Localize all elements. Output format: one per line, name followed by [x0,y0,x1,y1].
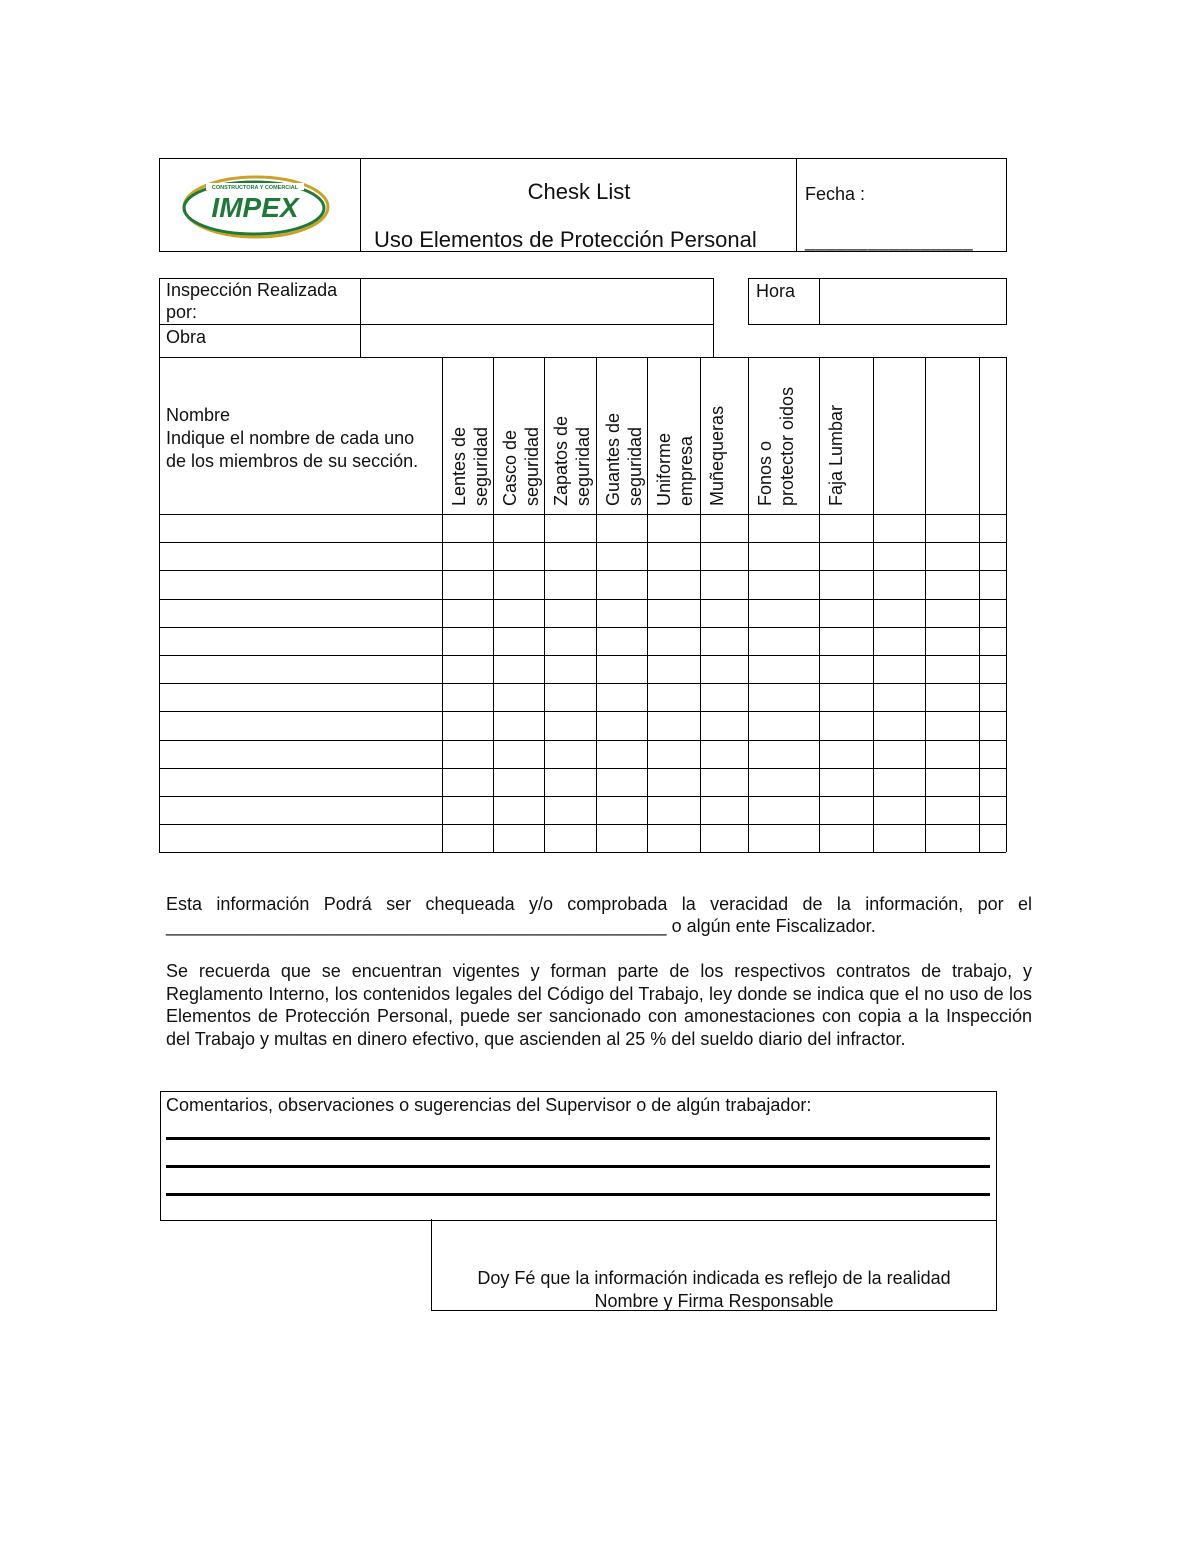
table-row-name-cell[interactable] [161,544,440,568]
table-check-cell[interactable] [546,713,594,737]
fiscalizer-blank[interactable]: __________________________________________________ [166,916,667,936]
table-row-border [159,570,1006,571]
table-check-cell[interactable] [821,685,871,709]
column-header-3: Zapatos de seguridad [551,415,593,506]
table-check-cell[interactable] [598,629,645,653]
hora-label: Hora [756,281,796,301]
legal-notice: Se recuerda que se encuentran vigentes y forman parte de los respectivos contratos de trabajo, y Reglamento Interno, los contenidos legales del Código del Trabajo, ley donde se indica que el no uso de los Elementos de Protección Personal, puede ser sancionado con amonestaciones con copia a la Inspección del Trabajo y multas en dinero efectivo, que ascienden al 25 % del sueldo diario del infractor. [166,961,1032,1049]
table-check-cell[interactable] [821,713,871,737]
table-check-cell[interactable] [750,713,817,737]
table-column-border [819,357,820,852]
table-check-cell[interactable] [750,572,817,596]
header-divider [796,158,797,252]
table-check-cell[interactable] [598,798,645,822]
comments-label: Comentarios, observaciones o sugerencias del Supervisor o de algún trabajador: [166,1095,812,1115]
notice-tail: o algún ente Fiscalizador. [671,916,876,936]
table-row-border [159,768,1006,769]
form-title: Chesk List [527,179,631,204]
svg-text:CONSTRUCTORA Y COMERCIAL: CONSTRUCTORA Y COMERCIAL [211,185,299,191]
column-header-4: Guantes de seguridad [603,412,645,506]
signature-caption[interactable]: Nombre y Firma Responsable [594,1291,834,1311]
table-check-cell[interactable] [495,770,542,794]
table-row-border [159,740,1006,741]
table-check-cell[interactable] [546,685,594,709]
table-check-cell[interactable] [750,657,817,681]
fecha-line[interactable]: ________________ [805,231,974,251]
table-check-cell[interactable] [495,685,542,709]
table-check-cell[interactable] [649,685,698,709]
table-check-cell[interactable] [598,601,645,625]
table-row-border [159,655,1006,656]
table-header-border [159,514,1006,515]
table-check-cell[interactable] [546,657,594,681]
table-check-cell[interactable] [495,544,542,568]
table-check-cell[interactable] [875,798,923,822]
column-header-2: Casco de seguridad [500,426,542,506]
table-check-cell[interactable] [981,516,1004,540]
table-check-cell[interactable] [649,826,698,850]
comment-line[interactable] [166,1193,990,1196]
table-check-cell[interactable] [598,826,645,850]
table-check-cell[interactable] [927,544,977,568]
table-row-border [159,852,1006,853]
column-header-7: Fonos o protector oidos [755,386,797,506]
table-check-cell[interactable] [875,770,923,794]
table-check-cell[interactable] [927,770,977,794]
table-column-border [1006,357,1007,852]
table-check-cell[interactable] [750,685,817,709]
table-check-cell[interactable] [875,657,923,681]
table-check-cell[interactable] [981,770,1004,794]
table-row-border [159,683,1006,684]
table-check-cell[interactable] [495,657,542,681]
name-column-header [166,404,436,473]
table-row-border [159,542,1006,543]
table-column-border [979,357,980,852]
table-check-cell[interactable] [702,826,746,850]
table-check-cell[interactable] [875,516,923,540]
table-check-cell[interactable] [444,713,491,737]
notice-line-2 [166,915,1032,938]
fecha-label: Fecha : [805,184,866,204]
table-row-name-cell[interactable] [161,629,440,653]
table-check-cell[interactable] [495,601,542,625]
table-column-border [647,357,648,852]
table-check-cell[interactable] [927,657,977,681]
table-check-cell[interactable] [750,770,817,794]
table-column-border [493,357,494,852]
table-check-cell[interactable] [927,798,977,822]
table-check-cell[interactable] [821,544,871,568]
table-check-cell[interactable] [649,657,698,681]
table-check-cell[interactable] [927,826,977,850]
table-check-cell[interactable] [821,657,871,681]
table-check-cell[interactable] [495,798,542,822]
table-column-border [159,357,160,852]
table-check-cell[interactable] [927,685,977,709]
table-check-cell[interactable] [927,742,977,766]
table-check-cell[interactable] [702,657,746,681]
table-check-cell[interactable] [927,713,977,737]
table-row-border [159,599,1006,600]
table-check-cell[interactable] [444,572,491,596]
table-check-cell[interactable] [702,685,746,709]
table-column-border [700,357,701,852]
table-column-border [544,357,545,852]
table-column-border [442,357,443,852]
table-row-name-cell[interactable] [161,657,440,681]
table-check-cell[interactable] [981,657,1004,681]
table-check-cell[interactable] [598,516,645,540]
table-row-name-cell[interactable] [161,770,440,794]
table-check-cell[interactable] [875,544,923,568]
table-check-cell[interactable] [927,572,977,596]
table-check-cell[interactable] [750,742,817,766]
table-check-cell[interactable] [750,516,817,540]
table-check-cell[interactable] [750,798,817,822]
table-check-cell[interactable] [875,685,923,709]
column-header-10 [931,365,979,506]
table-check-cell[interactable] [649,544,698,568]
table-check-cell[interactable] [702,572,746,596]
table-check-cell[interactable] [495,826,542,850]
table-check-cell[interactable] [875,826,923,850]
column-header-11 [985,365,1006,506]
table-check-cell[interactable] [649,516,698,540]
table-check-cell[interactable] [495,742,542,766]
table-row-border [159,824,1006,825]
table-row-border [159,711,1006,712]
notice-line-1: Esta información Podrá ser chequeada y/o comprobada la veracidad de la información, por el [166,894,1032,914]
table-check-cell[interactable] [598,544,645,568]
table-check-cell[interactable] [702,798,746,822]
table-check-cell[interactable] [444,685,491,709]
table-row-name-cell[interactable] [161,713,440,737]
table-check-cell[interactable] [821,742,871,766]
table-check-cell[interactable] [981,713,1004,737]
table-check-cell[interactable] [444,516,491,540]
inspeccion-label: Inspección Realizada por: [166,280,338,322]
table-check-cell[interactable] [927,601,977,625]
table-check-cell[interactable] [821,601,871,625]
table-check-cell[interactable] [546,601,594,625]
table-check-cell[interactable] [981,544,1004,568]
table-check-cell[interactable] [702,544,746,568]
signature-statement: Doy Fé que la información indicada es reflejo de la realidad [477,1268,951,1288]
table-check-cell[interactable] [546,629,594,653]
table-check-cell[interactable] [649,742,698,766]
table-check-cell[interactable] [875,601,923,625]
table-column-border [748,357,749,852]
table-check-cell[interactable] [981,629,1004,653]
inspeccion-field[interactable] [362,280,712,322]
table-check-cell[interactable] [981,826,1004,850]
table-check-cell[interactable] [444,826,491,850]
table-check-cell[interactable] [598,685,645,709]
table-check-cell[interactable] [750,826,817,850]
table-check-cell[interactable] [444,742,491,766]
column-header-8: Faja Lumbar [826,404,846,506]
hora-field[interactable] [821,280,1005,322]
table-check-cell[interactable] [702,601,746,625]
table-check-cell[interactable] [875,713,923,737]
table-check-cell[interactable] [821,770,871,794]
table-check-cell[interactable] [981,601,1004,625]
table-check-cell[interactable] [546,798,594,822]
table-check-cell[interactable] [495,713,542,737]
table-check-cell[interactable] [546,572,594,596]
table-check-cell[interactable] [546,742,594,766]
impex-logo [176,170,336,242]
table-check-cell[interactable] [444,601,491,625]
table-check-cell[interactable] [821,516,871,540]
table-check-cell[interactable] [981,798,1004,822]
table-row-name-cell[interactable] [161,516,440,540]
table-check-cell[interactable] [649,572,698,596]
table-check-cell[interactable] [981,572,1004,596]
table-check-cell[interactable] [598,742,645,766]
table-check-cell[interactable] [444,770,491,794]
comment-line[interactable] [166,1165,990,1168]
table-check-cell[interactable] [546,516,594,540]
column-header-6: Muñequeras [707,405,727,506]
column-header-1: Lentes de seguridad [449,426,491,506]
table-check-cell[interactable] [875,629,923,653]
table-row-border [159,796,1006,797]
column-header-9 [879,365,925,506]
table-row-name-cell[interactable] [161,826,440,850]
table-check-cell[interactable] [821,798,871,822]
table-row-name-cell[interactable] [161,601,440,625]
table-check-cell[interactable] [495,629,542,653]
table-column-border [873,357,874,852]
table-check-cell[interactable] [444,657,491,681]
table-check-cell[interactable] [649,770,698,794]
table-check-cell[interactable] [598,657,645,681]
form-subtitle: Uso Elementos de Protección Personal [374,227,757,252]
header-divider [360,158,361,252]
obra-field[interactable] [362,326,712,356]
table-check-cell[interactable] [649,798,698,822]
table-row-name-cell[interactable] [161,685,440,709]
table-check-cell[interactable] [702,770,746,794]
table-check-cell[interactable] [649,713,698,737]
table-check-cell[interactable] [444,798,491,822]
table-check-cell[interactable] [546,770,594,794]
column-header-5: Uniforme empresa [654,432,696,506]
table-check-cell[interactable] [927,629,977,653]
table-check-cell[interactable] [444,544,491,568]
table-check-cell[interactable] [821,572,871,596]
table-check-cell[interactable] [495,516,542,540]
table-check-cell[interactable] [649,601,698,625]
name-header-title: Nombre [166,405,231,425]
name-header-instructions: Indique el nombre de cada uno de los miembros de su sección. [166,428,419,471]
table-check-cell[interactable] [821,629,871,653]
table-column-border [596,357,597,852]
table-top-border [159,357,1006,358]
table-check-cell[interactable] [546,544,594,568]
table-row-name-cell[interactable] [161,742,440,766]
table-check-cell[interactable] [981,742,1004,766]
table-check-cell[interactable] [702,516,746,540]
table-check-cell[interactable] [598,713,645,737]
comment-line[interactable] [166,1137,990,1140]
table-check-cell[interactable] [821,826,871,850]
svg-text:IMPEX: IMPEX [211,192,299,223]
table-check-cell[interactable] [495,572,542,596]
table-row-border [159,627,1006,628]
table-check-cell[interactable] [927,516,977,540]
table-check-cell[interactable] [546,826,594,850]
table-check-cell[interactable] [750,544,817,568]
obra-label: Obra [166,327,207,347]
table-check-cell[interactable] [981,685,1004,709]
table-check-cell[interactable] [702,742,746,766]
table-check-cell[interactable] [598,770,645,794]
table-check-cell[interactable] [598,572,645,596]
table-check-cell[interactable] [702,713,746,737]
table-row-name-cell[interactable] [161,572,440,596]
table-check-cell[interactable] [750,629,817,653]
table-column-border [925,357,926,852]
table-check-cell[interactable] [444,629,491,653]
table-check-cell[interactable] [875,742,923,766]
impex-logo-graphic [176,170,336,242]
table-row-name-cell[interactable] [161,798,440,822]
table-check-cell[interactable] [875,572,923,596]
table-check-cell[interactable] [649,629,698,653]
table-check-cell[interactable] [702,629,746,653]
table-check-cell[interactable] [750,601,817,625]
